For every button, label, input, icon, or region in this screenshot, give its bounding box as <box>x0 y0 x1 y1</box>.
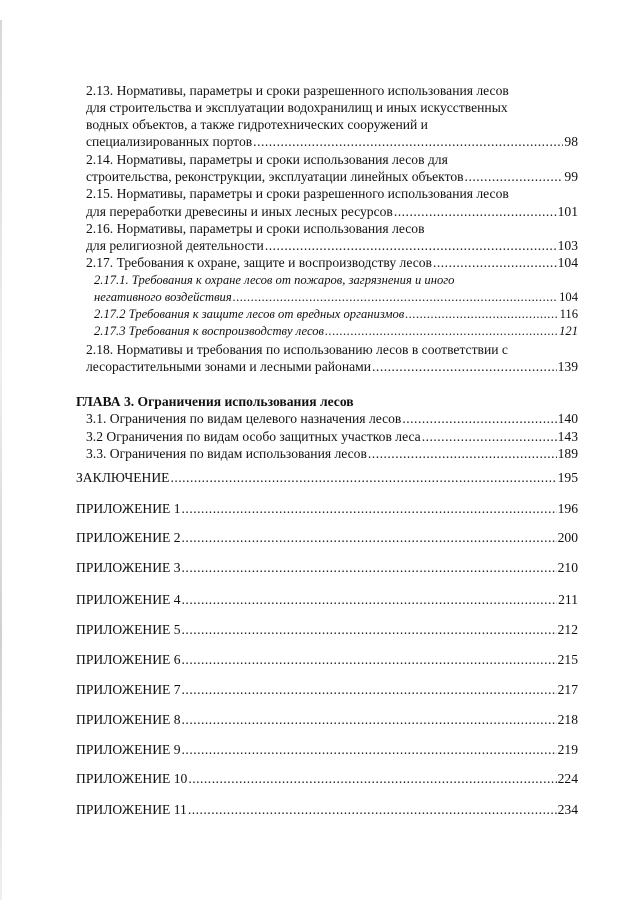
toc-appendix-9[interactable] <box>76 741 578 758</box>
page-number: 116 <box>559 307 578 321</box>
leader-dots <box>422 428 557 445</box>
leader-dots <box>394 203 557 220</box>
leader-dots <box>182 591 558 608</box>
toc-entry-title: ПРИЛОЖЕНИЕ 10 <box>76 771 188 786</box>
page-number: 215 <box>557 652 578 667</box>
toc-entry-title: специализированных портов <box>86 134 253 149</box>
toc-appendix-5[interactable] <box>76 621 578 638</box>
toc-entry-2-16[interactable] <box>86 237 578 254</box>
page-number: 121 <box>559 324 578 338</box>
scan-edge-shadow <box>0 20 2 900</box>
page-number: 224 <box>557 771 578 786</box>
leader-dots <box>433 254 557 271</box>
toc-entry-title: ПРИЛОЖЕНИЕ 7 <box>76 682 181 697</box>
leader-dots <box>188 801 557 818</box>
toc-entry-3-1[interactable] <box>86 410 578 427</box>
toc-appendix-7[interactable] <box>76 681 578 698</box>
page-number: 200 <box>557 530 578 545</box>
page-number: 212 <box>557 622 578 637</box>
toc-entry-2-13[interactable] <box>86 133 578 150</box>
toc-entry-2-18[interactable] <box>86 358 578 375</box>
leader-dots <box>188 770 556 787</box>
page-number: 98 <box>564 134 578 149</box>
toc-entry-2-15[interactable] <box>86 203 578 220</box>
page-number: 195 <box>557 470 578 485</box>
toc-entry-2-13-line-3: водных объектов, а также гидротехнических сооружений и <box>86 117 428 132</box>
toc-appendix-3[interactable] <box>76 559 578 576</box>
leader-dots <box>182 559 557 576</box>
leader-dots <box>182 621 557 638</box>
leader-dots <box>170 469 556 486</box>
leader-dots <box>265 237 557 254</box>
toc-entry-2-13-line-1: 2.13. Нормативы, параметры и сроки разрешенного использования лесов <box>86 83 509 98</box>
leader-dots <box>182 529 557 546</box>
page-number: 217 <box>557 682 578 697</box>
leader-dots <box>368 445 557 462</box>
toc-appendix-8[interactable] <box>76 711 578 728</box>
toc-entry-title: ПРИЛОЖЕНИЕ 6 <box>76 652 181 667</box>
toc-entry-2-18-line-1: 2.18. Нормативы и требования по использованию лесов в соответствии с <box>86 342 508 357</box>
page-number: 140 <box>557 411 578 426</box>
leader-dots <box>372 358 557 375</box>
toc-entry-title: строительства, реконструкции, эксплуатации линейных объектов <box>86 169 464 184</box>
toc-subentry-2-17-2[interactable] <box>94 306 578 323</box>
toc-entry-title: для переработки древесины и иных лесных ресурсов <box>86 204 393 219</box>
toc-entry-title: 3.3. Ограничения по видам использования лесов <box>86 446 367 461</box>
toc-entry-title: ПРИЛОЖЕНИЕ 4 <box>76 592 181 607</box>
leader-dots <box>465 168 564 185</box>
toc-entry-title: 3.2 Ограничения по видам особо защитных участков леса <box>86 429 421 444</box>
toc-entry-title: 2.17.3 Требования к воспроизводству лесов <box>94 324 325 338</box>
page-number: 196 <box>557 501 578 516</box>
toc-appendix-4[interactable] <box>76 591 578 608</box>
page-number: 234 <box>557 802 578 817</box>
toc-appendix-1[interactable] <box>76 500 578 517</box>
toc-entry-title: ПРИЛОЖЕНИЕ 1 <box>76 501 181 516</box>
toc-entry-title: ПРИЛОЖЕНИЕ 9 <box>76 742 181 757</box>
leader-dots <box>253 133 563 150</box>
leader-dots <box>182 651 557 668</box>
page-number: 104 <box>559 290 578 304</box>
toc-entry-title: 2.17. Требования к охране, защите и воспроизводству лесов <box>86 255 432 270</box>
toc-entry-title: ПРИЛОЖЕНИЕ 11 <box>76 802 187 817</box>
toc-entry-title: лесорастительными зонами и лесными районами <box>86 359 372 374</box>
toc-entry-title: для религиозной деятельности <box>86 238 264 253</box>
leader-dots <box>182 500 557 517</box>
toc-appendix-10[interactable] <box>76 770 578 787</box>
toc-subentry-2-17-3[interactable] <box>94 323 578 340</box>
toc-entry-2-14-line-1: 2.14. Нормативы, параметры и сроки использования лесов для <box>86 152 448 167</box>
page-number: 104 <box>557 255 578 270</box>
page-number: 219 <box>557 742 578 757</box>
leader-dots <box>402 410 556 427</box>
leader-dots <box>182 741 557 758</box>
leader-dots <box>325 323 558 340</box>
toc-entry-title: ПРИЛОЖЕНИЕ 3 <box>76 560 181 575</box>
leader-dots <box>405 306 558 323</box>
toc-subentry-2-17-1[interactable] <box>94 289 578 306</box>
toc-entry-title: ЗАКЛЮЧЕНИЕ <box>76 470 170 485</box>
leader-dots <box>182 681 557 698</box>
toc-subentry-2-17-1-line-1: 2.17.1. Требования к охране лесов от пожаров, загрязнения и иного <box>94 273 455 287</box>
page-number: 210 <box>557 560 578 575</box>
leader-dots <box>182 711 557 728</box>
page-number: 211 <box>558 592 578 607</box>
toc-entry-title: 3.1. Ограничения по видам целевого назначения лесов <box>86 411 402 426</box>
toc-entry-title: ПРИЛОЖЕНИЕ 2 <box>76 530 181 545</box>
page-number: 103 <box>557 238 578 253</box>
leader-dots <box>233 289 558 306</box>
toc-appendix-2[interactable] <box>76 529 578 546</box>
toc-entry-2-13-line-2: для строительства и эксплуатации водохранилищ и иных искусственных <box>86 100 508 115</box>
toc-appendix-6[interactable] <box>76 651 578 668</box>
toc-entry-title: негативного воздействия <box>94 290 232 304</box>
toc-entry-title: 2.17.2 Требования к защите лесов от вредных организмов <box>94 307 405 321</box>
toc-entry-3-2[interactable] <box>86 428 578 445</box>
chapter-3-heading: ГЛАВА 3. Ограничения использования лесов <box>76 394 354 409</box>
toc-conclusion[interactable] <box>76 469 578 486</box>
page-number: 143 <box>557 429 578 444</box>
toc-entry-3-3[interactable] <box>86 445 578 462</box>
toc-appendix-11[interactable] <box>76 801 578 818</box>
toc-entry-2-16-line-1: 2.16. Нормативы, параметры и сроки использования лесов <box>86 221 425 236</box>
page-number: 139 <box>557 359 578 374</box>
page-number: 218 <box>557 712 578 727</box>
toc-entry-2-14[interactable] <box>86 168 578 185</box>
page-number: 101 <box>557 204 578 219</box>
toc-entry-title: ПРИЛОЖЕНИЕ 5 <box>76 622 181 637</box>
toc-entry-2-17[interactable] <box>86 254 578 271</box>
toc-entry-title: ПРИЛОЖЕНИЕ 8 <box>76 712 181 727</box>
toc-entry-2-15-line-1: 2.15. Нормативы, параметры и сроки разрешенного использования лесов <box>86 186 509 201</box>
page-number: 99 <box>564 169 578 184</box>
page-number: 189 <box>557 446 578 461</box>
